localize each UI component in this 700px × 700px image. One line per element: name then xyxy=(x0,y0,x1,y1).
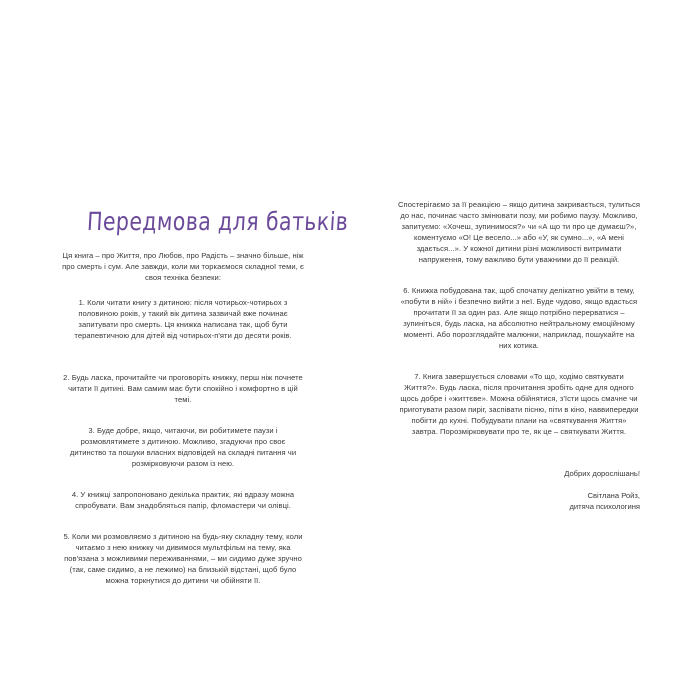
author-name: Світлана Ройз, xyxy=(587,491,640,500)
author-role: дитяча психологиня xyxy=(569,502,640,511)
rule-paragraph-2: 2. Будь ласка, прочитайте чи проговоріть книжку, перш ніж почнете читати її дитині. Вам самим має бути спокійно і комфортно в цій темі. xyxy=(63,373,303,404)
rule-paragraph-1: 1. Коли читати книгу з дитиною: після чотирьох-чотирьох з половиною років, у такий вік дитина зазвичай вже починає запитувати про смерть. Ця книжка написана так, щоб бути терапевтичною для дітей від чотирьох-п'яти до десяти років. xyxy=(74,298,292,340)
rule-paragraph-5: 5. Коли ми розмовляємо з дитиною на будь-яку складну тему, коли читаємо з нею книжку чи дивимося мультфільм на тему, яка пов'язана з можливими переживаннями, – ми сидимо дуже зручно (так, саме сидимо, а не лежимо) на близькій відстані, щоб було можна торкнутися до дитини чи обійняти її. xyxy=(63,532,303,585)
left-column xyxy=(62,250,304,586)
reaction-paragraph: Спостерігаємо за її реакцією – якщо дитина закривається, тулиться до нас, починає часто змінювати позу, ми робимо паузу. Можливо, запитуємо: «Хочеш, зупинимося?» чи «А що ти про це думаєш?», коментуємо «О! Це весело...» або «У, як сумно...», «А мені здається...». У кожної дитини різні можливості витримати напруження, тому важливо бути уважними до її реакцій. xyxy=(398,200,640,264)
right-column xyxy=(398,199,640,437)
rule-paragraph-4: 4. У книжці запропоновано декілька практик, які вдразу можна спробувати. Вам знадобляться папір, фломастери чи олівці. xyxy=(71,490,295,510)
page-title: Передмова для батьків xyxy=(86,206,350,236)
greeting: Добрих дорослішань! xyxy=(564,469,640,478)
intro-paragraph: Ця книга – про Життя, про Любов, про Радість – значно більше, ніж про смерть і сум. Але завжди, коли ми торкаємося складної теми, є своя техніка безпеки: xyxy=(62,251,304,282)
rule-paragraph-7: 7. Книга завершується словами «То що, ходімо святкувати Життя?». Будь ласка, після прочитання зробіть одне для одного щось добре і «життєве». Можна обійнятися, з'їсти щось смачне чи приготувати разом пиріг, заспівати пісню, піти в кіно, наввипередки побігти до кухні. Побудувати плани на «святкування Життя» завтра. Порозмірковувати про те, як це – святкувати Життя. xyxy=(399,372,639,436)
rule-paragraph-6: 6. Книжка побудована так, щоб спочатку делікатно увійти в тему, «побути в ній» і безпечно вийти з неї. Буде чудово, якщо вдасться прочитати її за один раз. Але якщо потрібно перерватися – зупиніться, будь ласка, на абсолютно нейтральному емоційному моменті. Або порозглядайте малюнки, наприклад, пошукайте на них котика. xyxy=(400,286,638,350)
rule-paragraph-3: 3. Буде добре, якщо, читаючи, ви робитимете паузи і розмовлятимете з дитиною. Можливо, згадуючи про своє дитинство та пошуки власних відповідей на складні питання чи розмірковуючи разом із нею. xyxy=(69,426,297,468)
